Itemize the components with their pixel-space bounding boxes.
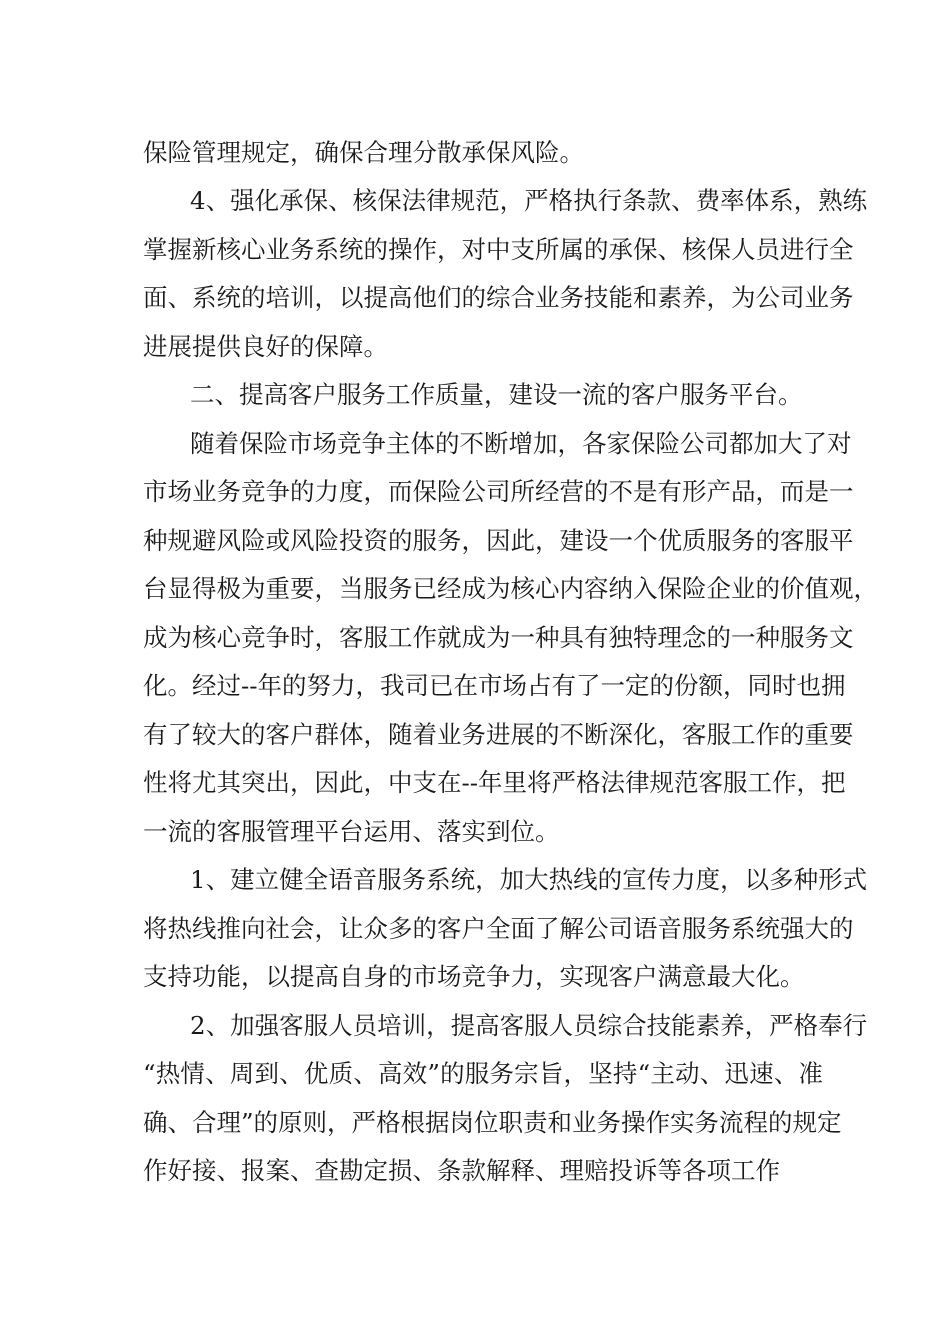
text-line: 随着保险市场竞争主体的不断增加，各家保险公司都加大了对 <box>190 429 852 458</box>
text-line: 确、合理”的原则，严格根据岗位职责和业务操作实务流程的规定 <box>143 1108 842 1137</box>
text-line: 有了较大的客户群体，随着业务进展的不断深化，客服工作的重要 <box>143 720 854 749</box>
section-heading: 二、提高客户服务工作质量，建设一流的客户服务平台。 <box>190 380 803 409</box>
text-line: 一流的客服管理平台运用、落实到位。 <box>143 817 560 846</box>
text-line: 成为核心竞争时，客服工作就成为一种具有独特理念的一种服务文 <box>143 623 854 652</box>
text-line: 市场业务竞争的力度，而保险公司所经营的不是有形产品，而是一 <box>143 477 854 506</box>
text-line: 1、建立健全语音服务系统，加大热线的宣传力度，以多种形式 <box>190 865 868 894</box>
text-line: 性将尤其突出，因此，中支在--年里将严格法律规范客服工作，把 <box>143 768 846 797</box>
text-line: 掌握新核心业务系统的操作，对中支所属的承保、核保人员进行全 <box>143 235 854 264</box>
text-line: 进展提供良好的保障。 <box>143 332 388 361</box>
text-line: 支持功能，以提高自身的市场竞争力，实现客户满意最大化。 <box>143 962 805 991</box>
text-line: 保险管理规定，确保合理分散承保风险。 <box>143 138 584 167</box>
text-line: 台显得极为重要，当服务已经成为核心内容纳入保险企业的价值观， <box>143 574 878 603</box>
text-line: 将热线推向社会，让众多的客户全面了解公司语音服务系统强大的 <box>143 914 854 943</box>
text-line: 4、强化承保、核保法律规范，严格执行条款、费率体系，熟练 <box>190 186 868 215</box>
text-line: “热情、周到、优质、高效”的服务宗旨，坚持“主动、迅速、准 <box>143 1059 823 1088</box>
text-line: 化。经过--年的努力，我司已在市场占有了一定的份额，同时也拥 <box>143 671 846 700</box>
text-line: 面、系统的培训，以提高他们的综合业务技能和素养，为公司业务 <box>143 283 854 312</box>
text-line: 种规避风险或风险投资的服务，因此，建设一个优质服务的客服平 <box>143 526 854 555</box>
text-line: 作好接、报案、查勘定损、条款解释、理赔投诉等各项工作 <box>143 1156 780 1185</box>
text-line: 2、加强客服人员培训，提高客服人员综合技能素养，严格奉行 <box>190 1011 868 1040</box>
